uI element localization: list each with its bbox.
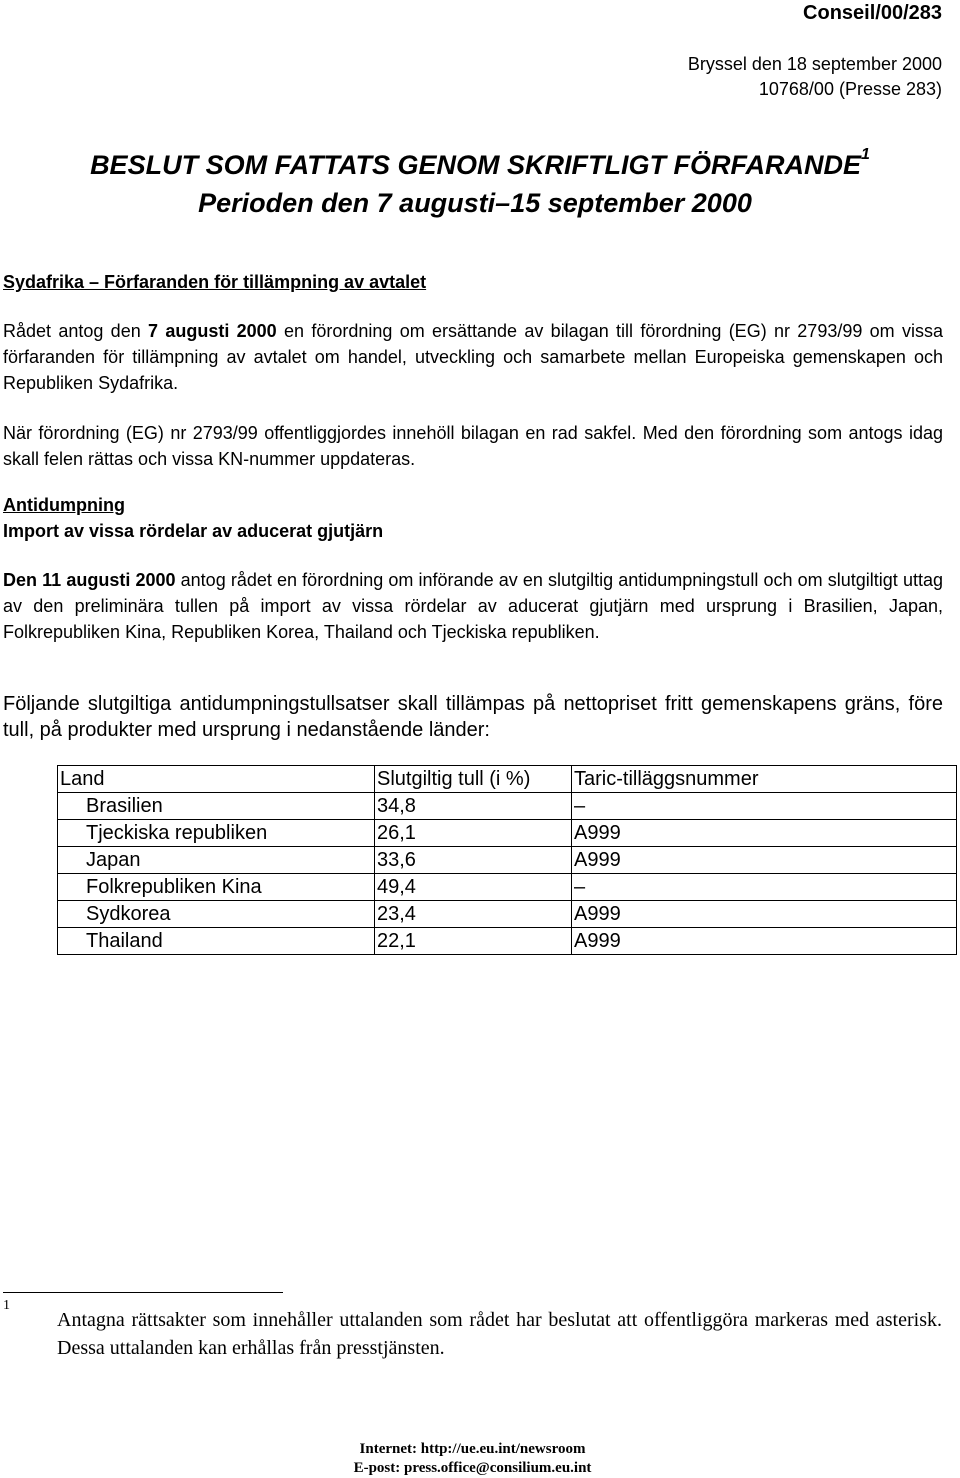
press-number: 10768/00 (Presse 283) bbox=[758, 79, 942, 99]
table-row bbox=[58, 847, 957, 874]
section-subheading: Import av vissa rördelar av aducerat gjutjärn bbox=[3, 521, 384, 541]
cell-duty: 22,1 bbox=[375, 928, 572, 955]
footer-email: E-post: press.office@consilium.eu.int bbox=[353, 1460, 592, 1476]
paragraph-antidumpning-1 bbox=[3, 567, 943, 645]
cell-taric: A999 bbox=[572, 847, 957, 874]
cell-duty: 23,4 bbox=[375, 901, 572, 928]
cell-taric: A999 bbox=[572, 820, 957, 847]
footnote-text: Antagna rättsakter som innehåller uttalanden som rådet har beslutat att offentliggöra markeras med asterisk. Dessa uttalanden kan erhållas från presstjänsten. bbox=[57, 1309, 942, 1359]
paragraph-sydafrika-1 bbox=[3, 318, 943, 396]
text: Rådet antog den bbox=[3, 321, 149, 341]
section-heading-antidumpning: Antidumpning bbox=[3, 495, 125, 515]
cell-taric: – bbox=[572, 793, 957, 820]
cell-duty: 34,8 bbox=[375, 793, 572, 820]
text: en förordning om ersättande av bilagan till förordning (EG) nr 2793/99 om vissa förfaranden för tillämpning av avtalet om handel, utveckling och samarbete mellan Europeiska gemenskapen och Republiken Sydafrika. bbox=[3, 321, 943, 393]
text: antog rådet en förordning om införande av en slutgiltig antidumpningstull och om slutgiltigt uttag av den preliminära tullen på import av vissa rördelar av aducerat gjutjärn med ursprung i Brasilien, Japan, Folkrepubliken Kina, Republiken Korea, Thailand och Tjeckiska republiken. bbox=[3, 570, 943, 642]
paragraph-antidumpning-2: Följande slutgiltiga antidumpningstullsatser skall tillämpas på nettopriset fritt gemenskapens gräns, före tull, på produkter med ursprung i nedanstående länder: bbox=[3, 693, 943, 741]
cell-country: Brasilien bbox=[58, 793, 375, 820]
section-heading-sydafrika: Sydafrika – Förfaranden för tillämpning av avtalet bbox=[3, 272, 427, 292]
cell-taric: A999 bbox=[572, 901, 957, 928]
cell-taric: – bbox=[572, 874, 957, 901]
duty-table bbox=[57, 765, 957, 955]
cell-country: Sydkorea bbox=[58, 901, 375, 928]
cell-country: Tjeckiska republiken bbox=[58, 820, 375, 847]
cell-taric: A999 bbox=[572, 928, 957, 955]
header-cell-duty: Slutgiltig tull (i %) bbox=[375, 766, 572, 793]
dateline bbox=[688, 52, 942, 102]
cell-duty: 26,1 bbox=[375, 820, 572, 847]
footnote-number: 1 bbox=[3, 1298, 10, 1313]
table-row bbox=[58, 820, 957, 847]
footer-internet: Internet: http://ue.eu.int/newsroom bbox=[359, 1441, 586, 1457]
cell-duty: 49,4 bbox=[375, 874, 572, 901]
table-row bbox=[58, 793, 957, 820]
paragraph-sydafrika-2: När förordning (EG) nr 2793/99 offentliggjordes innehöll bilagan en rad sakfel. Med den förordning som antogs idag skall felen rättas och vissa KN-nummer uppdateras. bbox=[3, 423, 943, 469]
table-row bbox=[58, 928, 957, 955]
date-emphasis: Den 11 augusti 2000 bbox=[3, 570, 176, 590]
header-cell-taric: Taric-tilläggsnummer bbox=[572, 766, 957, 793]
table-row bbox=[58, 901, 957, 928]
title-footnote-mark: 1 bbox=[861, 146, 870, 163]
page-subtitle: Perioden den 7 augusti–15 september 2000 bbox=[198, 188, 752, 218]
cell-duty: 33,6 bbox=[375, 847, 572, 874]
table-row bbox=[58, 874, 957, 901]
cell-country: Folkrepubliken Kina bbox=[58, 874, 375, 901]
page-title bbox=[0, 146, 960, 181]
place-date: Bryssel den 18 september 2000 bbox=[687, 54, 942, 74]
page-footer bbox=[0, 1440, 945, 1478]
cell-country: Japan bbox=[58, 847, 375, 874]
footnote-divider bbox=[3, 1292, 283, 1293]
header-cell-land: Land bbox=[58, 766, 375, 793]
date-emphasis: 7 augusti 2000 bbox=[148, 321, 277, 341]
document-reference: Conseil/00/283 bbox=[803, 2, 942, 24]
cell-country: Thailand bbox=[58, 928, 375, 955]
table-header-row bbox=[58, 766, 957, 793]
title-text: BESLUT SOM FATTATS GENOM SKRIFTLIGT FÖRFARANDE bbox=[90, 150, 862, 180]
